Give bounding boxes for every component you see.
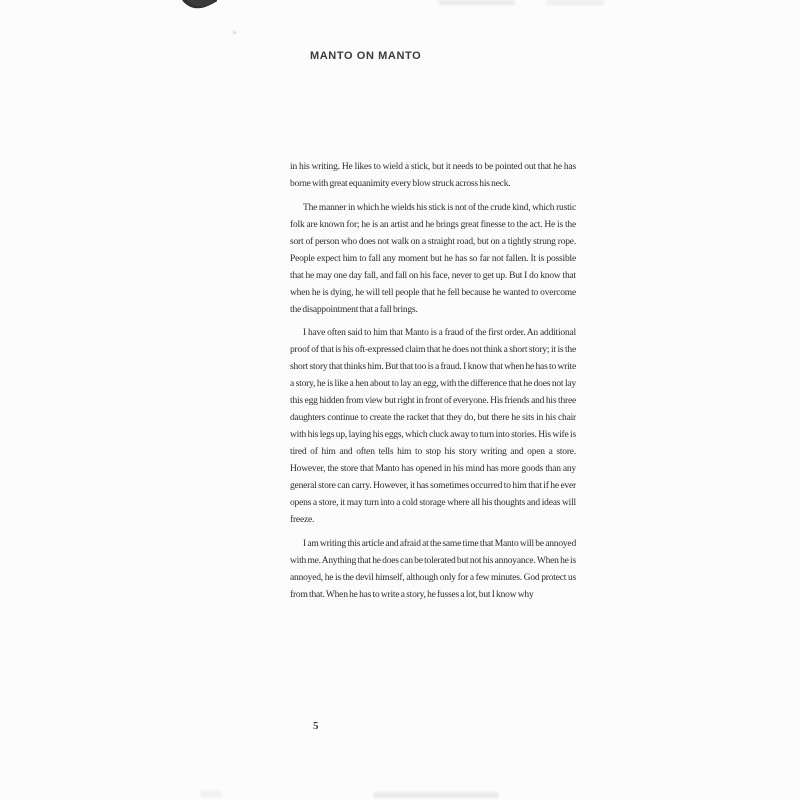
ink-blob-artifact-icon <box>180 0 220 14</box>
paragraph-continuation: in his writing. He likes to wield a stick, but it needs to be pointed out that he has borne with great equanimity every blow struck across his neck. <box>290 162 576 189</box>
scan-speck <box>233 31 236 34</box>
paragraph: I have often said to him that Manto is a fraud of the first order. An additional proof of that is his oft-expressed claim that he does not think a short story; it is the short story that thinks him. But that too is a fraud. I know that when he has to write a story, he is like a hen about to lay an egg, with the difference that he does not lay this egg hidden from view but right in front of everyone. His friends and his three daughters continue to create the racket that they do, but there he sits in his chair with his legs up, laying his eggs, which cluck away to turn into stories. His wife is tired of him and often tells him to stop his story writing and open a store. However, the store that Manto has opened in his mind has more goods than any general store can carry. However, it has sometimes occurred to him that if he ever opens a store, it may turn into a cold storage where all his thoughts and ideas will freeze. <box>290 328 576 525</box>
page-number: 5 <box>313 720 319 732</box>
scan-smudge-bottom-center <box>373 792 499 798</box>
scan-smudge-top-left <box>438 0 515 5</box>
paragraph: The manner in which he wields his stick is not of the crude kind, which rustic folk are known for; he is an artist and he brings great finesse to the act. He is the sort of person who does not walk on a straight road, but on a tightly strung rope. People expect him to fall any moment but he has so far not fallen. It is possible that he may one day fall, and fall on his face, never to get up. But I do know that when he is dying, he will tell people that he fell because he wanted to overcome the disappointment that a fall brings. <box>290 202 576 315</box>
scan-smudge-top-right <box>546 0 604 5</box>
scan-smudge-bottom-left <box>200 791 222 797</box>
paragraph: I am writing this article and afraid at the same time that Manto will be annoyed with me. Anything that he does can be tolerated but not his annoyance. When he is annoyed, he is the devil himself, although only for a few minutes. God protect us from that. When he has to write a story, he fusses a lot, but I know why <box>290 538 577 600</box>
running-header: MANTO ON MANTO <box>310 50 422 62</box>
body-text-column <box>290 159 576 610</box>
